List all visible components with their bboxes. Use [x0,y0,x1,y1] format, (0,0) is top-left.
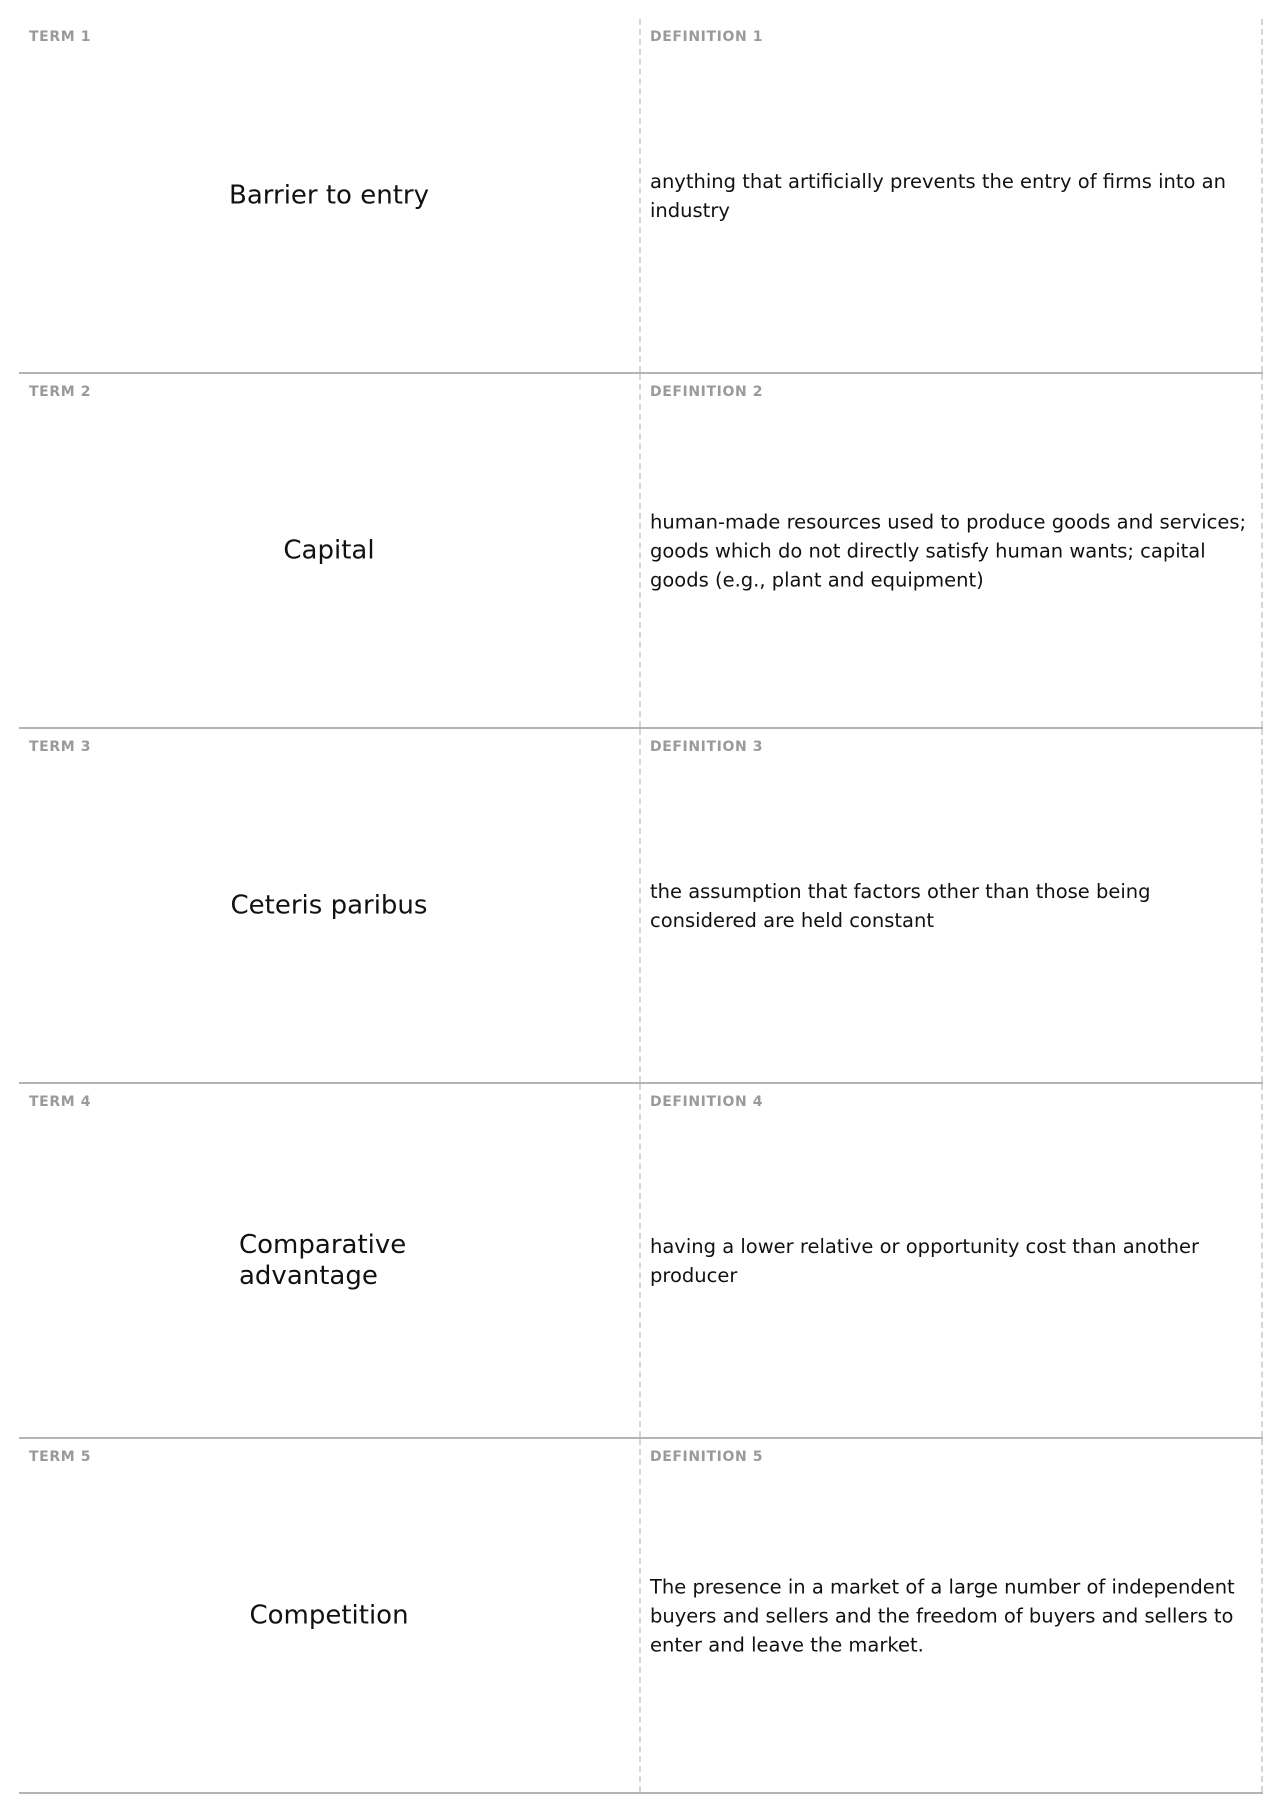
flashcard-sheet [19,19,1263,1794]
term-cell [19,19,641,372]
definition-label: DEFINITION 4 [650,1094,764,1110]
term-label: TERM 5 [29,1449,92,1465]
definition-text: The presence in a market of a large number of independent buyers and sellers and the freedom of buyers and sellers to enter and leave the market. [650,1575,1235,1656]
term-label: TERM 2 [29,384,92,400]
flashcard-row [19,729,1263,1084]
definition-label: DEFINITION 2 [650,384,764,400]
definition-label: DEFINITION 1 [650,29,764,45]
definition-cell [641,1084,1263,1437]
flashcard-row [19,1439,1263,1794]
term-cell [19,1439,641,1792]
term-text: Competition [249,1600,409,1630]
term-cell [19,374,641,727]
term-text: Capital [283,535,375,565]
definition-cell [641,1439,1263,1792]
definition-cell [641,19,1263,372]
definition-cell [641,729,1263,1082]
definition-label: DEFINITION 3 [650,739,764,755]
term-text: Comparative advantage [239,1229,407,1291]
term-label: TERM 3 [29,739,92,755]
term-label: TERM 4 [29,1094,92,1110]
definition-text: the assumption that factors other than those being considered are held constant [650,879,1151,932]
definition-text: having a lower relative or opportunity cost than another producer [650,1234,1199,1287]
term-text: Ceteris paribus [230,890,428,920]
definition-label: DEFINITION 5 [650,1449,764,1465]
flashcard-row [19,19,1263,374]
flashcard-row [19,1084,1263,1439]
term-label: TERM 1 [29,29,92,45]
term-cell [19,1084,641,1437]
term-text: Barrier to entry [229,180,429,210]
term-cell [19,729,641,1082]
definition-text: anything that artificially prevents the entry of firms into an industry [650,169,1226,222]
definition-text: human-made resources used to produce goods and services; goods which do not directly satisfy human wants; capital goods (e.g., plant and equipment) [650,510,1247,591]
definition-cell [641,374,1263,727]
flashcard-row [19,374,1263,729]
